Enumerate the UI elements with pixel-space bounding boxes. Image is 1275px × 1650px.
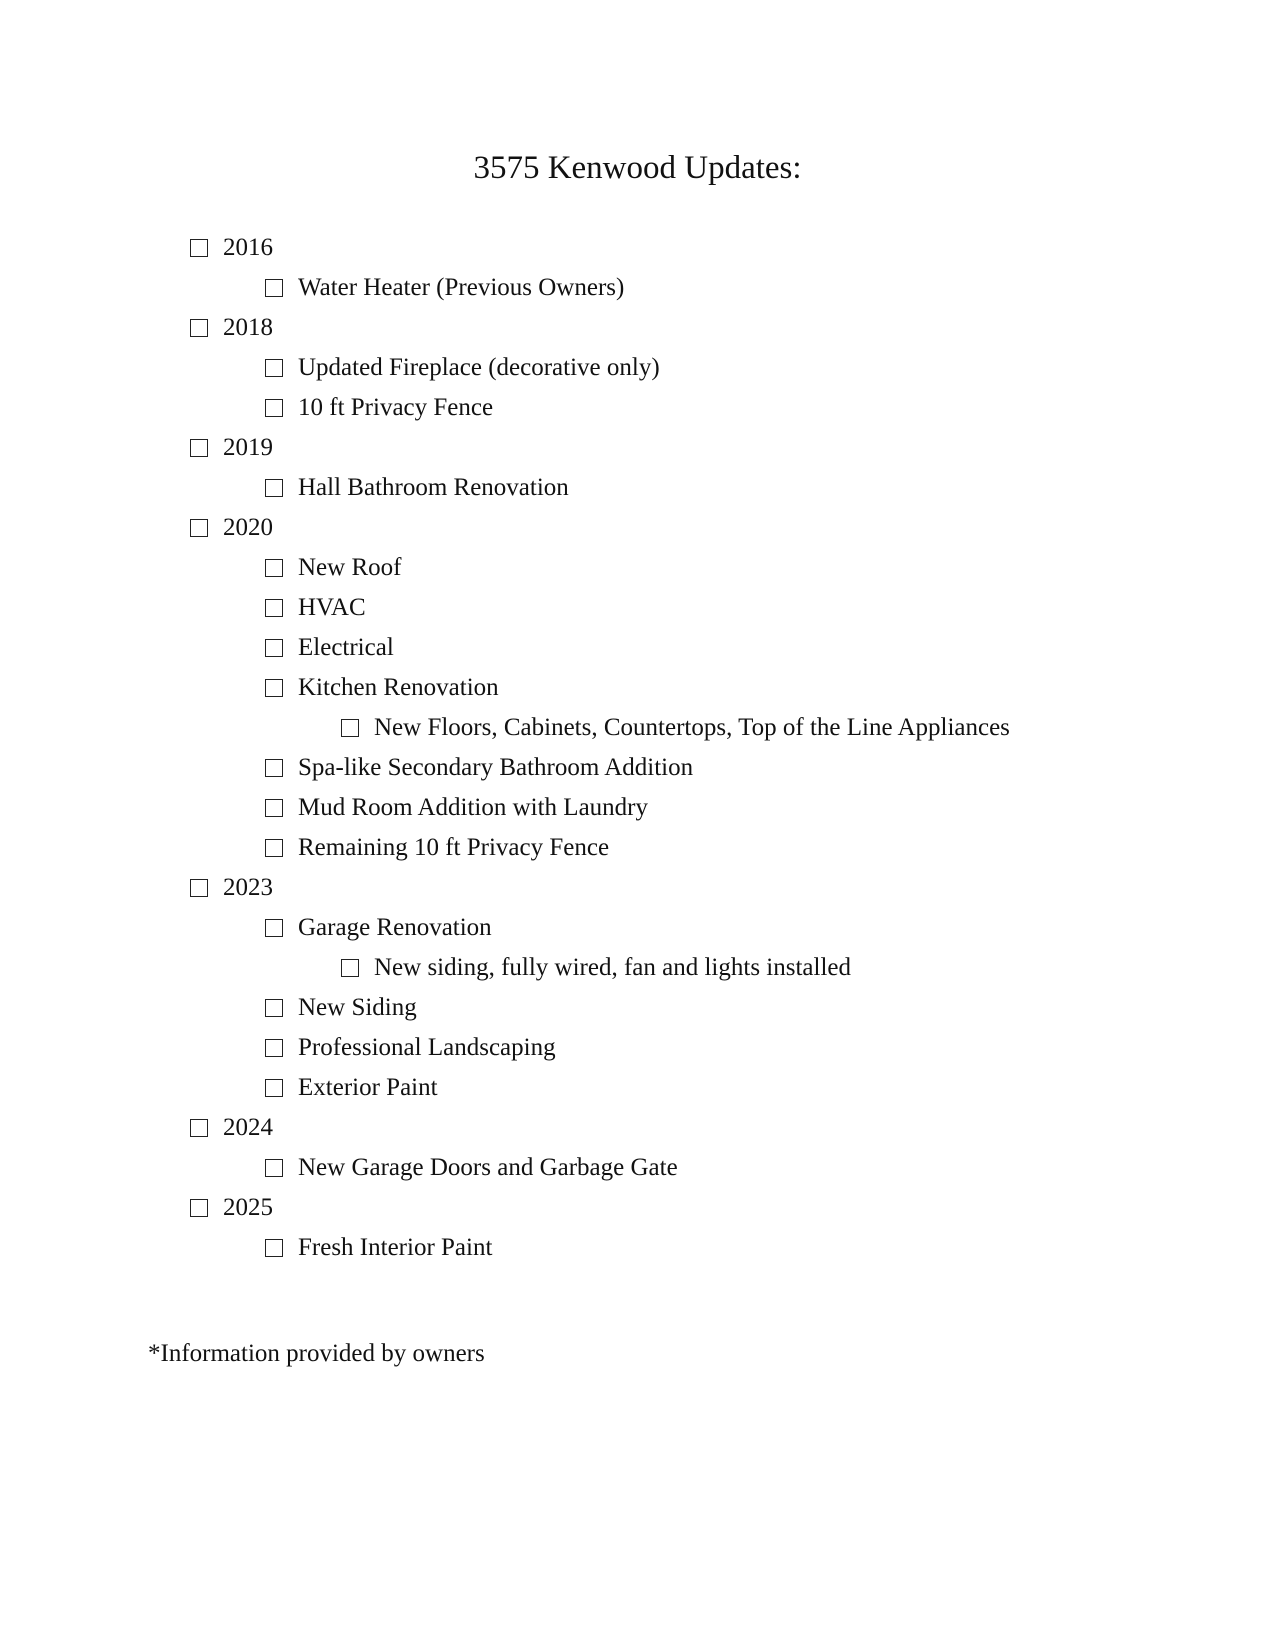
item-label: HVAC [298, 594, 366, 621]
item-label: Kitchen Renovation [298, 674, 499, 701]
year-item-2019 [190, 428, 273, 468]
checkbox[interactable] [265, 1159, 283, 1177]
checkbox[interactable] [265, 679, 283, 697]
item-label: Water Heater (Previous Owners) [298, 274, 625, 301]
item-label: New siding, fully wired, fan and lights installed [374, 954, 852, 981]
item-label: 2020 [223, 514, 273, 541]
update-item [265, 388, 493, 428]
item-label: Spa-like Secondary Bathroom Addition [298, 754, 694, 781]
item-label: Electrical [298, 634, 394, 661]
item-label: New Garage Doors and Garbage Gate [298, 1154, 678, 1181]
checkbox[interactable] [190, 879, 208, 897]
footnote: *Information provided by owners [148, 1340, 485, 1367]
checkbox[interactable] [190, 319, 208, 337]
update-subitem [341, 708, 1010, 748]
update-item [265, 668, 499, 708]
checkbox[interactable] [190, 1199, 208, 1217]
checkbox[interactable] [265, 559, 283, 577]
checkbox[interactable] [265, 999, 283, 1017]
checkbox[interactable] [190, 239, 208, 257]
item-label: Exterior Paint [298, 1074, 438, 1101]
checkbox[interactable] [265, 1239, 283, 1257]
update-item [265, 748, 693, 788]
checkbox[interactable] [341, 959, 359, 977]
checkbox[interactable] [265, 639, 283, 657]
item-label: Professional Landscaping [298, 1034, 556, 1061]
update-item [265, 348, 660, 388]
checkbox[interactable] [265, 1039, 283, 1057]
checkbox[interactable] [265, 399, 283, 417]
item-label: Remaining 10 ft Privacy Fence [298, 834, 610, 861]
update-item [265, 988, 417, 1028]
item-label: New Roof [298, 554, 402, 581]
checkbox[interactable] [265, 1079, 283, 1097]
item-label: 2025 [223, 1194, 273, 1221]
update-item [265, 468, 569, 508]
checkbox[interactable] [190, 439, 208, 457]
checkbox[interactable] [265, 759, 283, 777]
year-item-2024 [190, 1108, 273, 1148]
checkbox[interactable] [265, 599, 283, 617]
item-label: Hall Bathroom Renovation [298, 474, 569, 501]
update-item [265, 1228, 492, 1268]
item-label: 2019 [223, 434, 273, 461]
checkbox[interactable] [265, 279, 283, 297]
item-label: 2024 [223, 1114, 273, 1141]
update-item [265, 788, 648, 828]
item-label: New Floors, Cabinets, Countertops, Top of the Line Appliances [374, 714, 1010, 741]
checkbox[interactable] [341, 719, 359, 737]
item-label: 2023 [223, 874, 273, 901]
checkbox[interactable] [265, 839, 283, 857]
update-item [265, 1028, 556, 1068]
update-item [265, 908, 492, 948]
checkbox[interactable] [265, 359, 283, 377]
item-label: Mud Room Addition with Laundry [298, 794, 648, 821]
item-label: 2016 [223, 234, 273, 261]
update-item [265, 548, 401, 588]
year-item-2016 [190, 228, 273, 268]
checkbox[interactable] [190, 1119, 208, 1137]
checkbox[interactable] [190, 519, 208, 537]
item-label: Garage Renovation [298, 914, 492, 941]
update-item [265, 268, 624, 308]
checkbox[interactable] [265, 799, 283, 817]
checkbox[interactable] [265, 479, 283, 497]
item-label: Updated Fireplace (decorative only) [298, 354, 660, 381]
update-item [265, 1148, 678, 1188]
item-label: 10 ft Privacy Fence [298, 394, 494, 421]
item-label: 2018 [223, 314, 273, 341]
update-subitem [341, 948, 851, 988]
year-item-2018 [190, 308, 273, 348]
update-item [265, 588, 366, 628]
year-item-2020 [190, 508, 273, 548]
year-item-2023 [190, 868, 273, 908]
item-label: New Siding [298, 994, 417, 1021]
checkbox[interactable] [265, 919, 283, 937]
item-label: Fresh Interior Paint [298, 1234, 493, 1261]
update-item [265, 1068, 438, 1108]
year-item-2025 [190, 1188, 273, 1228]
update-item [265, 628, 394, 668]
update-item [265, 828, 609, 868]
page-title: 3575 Kenwood Updates: [473, 150, 802, 186]
